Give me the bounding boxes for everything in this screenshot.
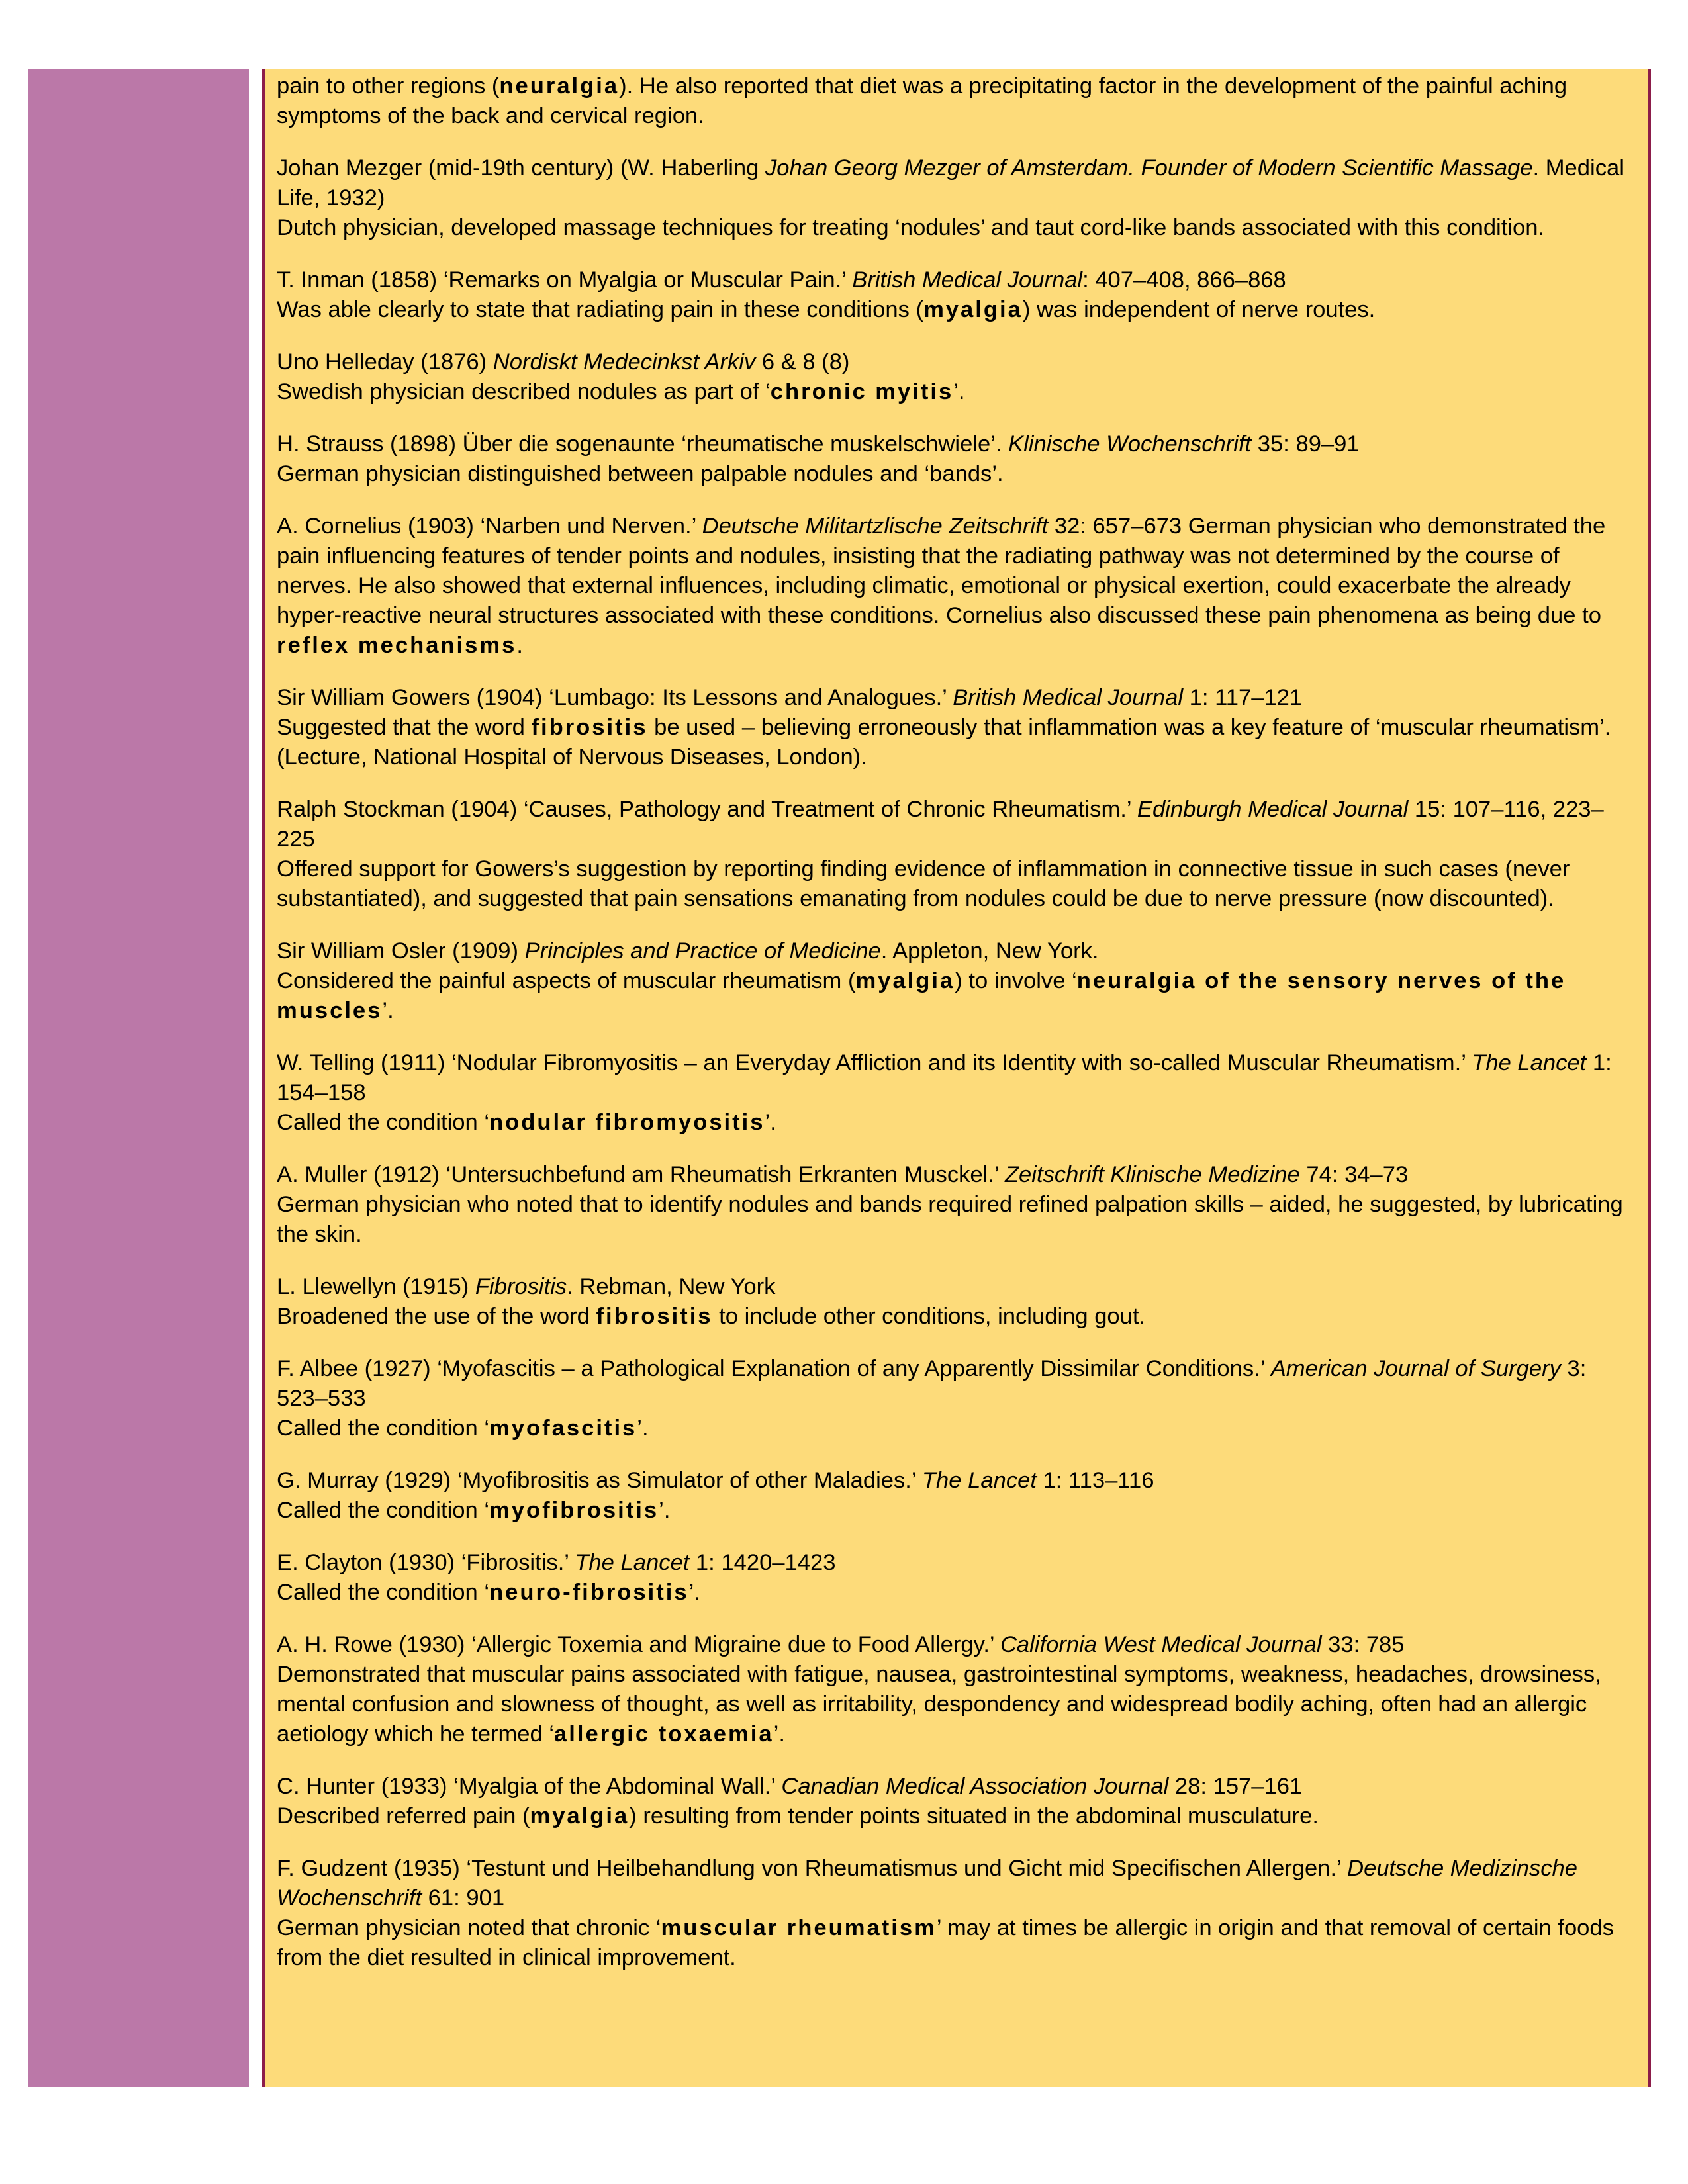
reference-entry <box>277 1630 1640 1749</box>
text-segment: 15: 107–116, 223–225 <box>277 797 1604 852</box>
text-segment: L. Llewellyn (1915) <box>277 1274 475 1299</box>
sidebar-color-band <box>28 69 249 2087</box>
reference-entry <box>277 1354 1640 1443</box>
text-segment: 1: 1420–1423 <box>689 1550 836 1575</box>
text-segment: Demonstrated that muscular pains associated with fatigue, nausea, gastrointestinal symptoms, weakness, headaches, drowsiness, mental confusion and slowness of thought, as well as irritability, despondency and widespread bodily aching, often had an allergic aetiology which he termed ‘ <box>277 1662 1601 1747</box>
text-segment: Sir William Osler (1909) <box>277 938 525 964</box>
text-segment: Called the condition ‘ <box>277 1110 490 1135</box>
publication-title: Nordiskt Medecinkst Arkiv <box>492 349 756 375</box>
text-segment: Described referred pain ( <box>277 1803 530 1829</box>
reference-description <box>277 1578 1640 1608</box>
reference-description <box>277 1414 1640 1443</box>
text-segment: T. Inman (1858) ‘Remarks on Myalgia or Muscular Pain.’ <box>277 267 853 293</box>
text-segment: . <box>516 633 523 658</box>
key-term: neuralgia of the sensory nerves of the muscles <box>277 968 1566 1023</box>
text-segment: Dutch physician, developed massage techniques for treating ‘nodules’ and taut cord-like bands associated with this condition. <box>277 215 1545 240</box>
key-term: myofibrositis <box>489 1498 659 1523</box>
reference-citation <box>277 1772 1640 1801</box>
reference-entry <box>277 795 1640 914</box>
reference-entry <box>277 71 1640 131</box>
text-segment: A. Cornelius (1903) ‘Narben und Nerven.’ <box>277 514 702 539</box>
text-segment: 1: 117–121 <box>1183 685 1303 710</box>
text-segment: A. H. Rowe (1930) ‘Allergic Toxemia and Migraine due to Food Allergy.’ <box>277 1632 1000 1657</box>
key-term: nodular fibromyositis <box>489 1110 765 1135</box>
text-segment: German physician noted that chronic ‘ <box>277 1915 661 1940</box>
reference-citation <box>277 1466 1640 1496</box>
text-segment: 33: 785 <box>1321 1632 1405 1657</box>
key-term: allergic toxaemia <box>554 1721 774 1747</box>
key-term: neuro-fibrositis <box>489 1580 689 1605</box>
reference-description <box>277 1660 1640 1749</box>
text-segment: A. Muller (1912) ‘Untersuchbefund am Rheumatish Erkranten Musckel.’ <box>277 1162 1005 1187</box>
text-segment: 32: 657–673 German physician who demonstrated the pain influencing features of tender points and nodules, insisting that the radiating pathway was not determined by the course of nerves. He also showed that external influences, including climatic, emotional or physical exertion, could exacerbate the already hyper-reactive neural structures associated with these conditions. Cornelius also discussed these pain phenomena as being due to <box>277 514 1606 628</box>
reference-list <box>277 71 1640 1995</box>
reference-entry <box>277 430 1640 489</box>
text-segment: Considered the painful aspects of muscular rheumatism ( <box>277 968 856 993</box>
text-segment: Called the condition ‘ <box>277 1498 490 1523</box>
key-term: myalgia <box>923 297 1023 322</box>
reference-description <box>277 1302 1640 1332</box>
text-segment: 3: 523–533 <box>277 1356 1587 1411</box>
reference-entry <box>277 347 1640 407</box>
text-segment: ’. <box>765 1110 776 1135</box>
reference-description <box>277 213 1640 243</box>
reference-citation <box>277 1548 1640 1578</box>
publication-title: Fibrositis <box>475 1274 567 1299</box>
text-segment: H. Strauss (1898) Über die sogenaunte ‘rheumatische muskelschwiele’. <box>277 432 1009 457</box>
reference-citation <box>277 683 1640 713</box>
text-segment: 35: 89–91 <box>1251 432 1360 457</box>
text-segment: ) was independent of nerve routes. <box>1022 297 1376 322</box>
reference-description <box>277 295 1640 325</box>
text-segment: C. Hunter (1933) ‘Myalgia of the Abdominal Wall.’ <box>277 1774 782 1799</box>
reference-description <box>277 71 1640 131</box>
text-segment: be used – believing erroneously that inflammation was a key feature of ‘muscular rheumatism’. <box>647 715 1611 740</box>
reference-description <box>277 1801 1640 1831</box>
text-segment: ’. <box>953 379 965 404</box>
text-segment: ) to involve ‘ <box>955 968 1077 993</box>
key-term: muscular rheumatism <box>661 1915 937 1940</box>
text-segment: 28: 157–161 <box>1168 1774 1303 1799</box>
text-segment: ) resulting from tender points situated in the abdominal musculature. <box>629 1803 1319 1829</box>
reference-citation <box>277 1630 1640 1660</box>
key-term: myalgia <box>530 1803 630 1829</box>
reference-entry <box>277 936 1640 1026</box>
reference-citation <box>277 1048 1640 1108</box>
publication-title: American Journal of Surgery <box>1270 1356 1561 1381</box>
reference-citation <box>277 1854 1640 1913</box>
reference-entry <box>277 1548 1640 1608</box>
reference-entry <box>277 1272 1640 1332</box>
reference-entry <box>277 1466 1640 1525</box>
text-segment: ). He also reported that diet was a precipitating factor in the development of the painful aching symptoms of the back and cervical region. <box>277 73 1568 128</box>
publication-title: The Lancet <box>1472 1050 1587 1075</box>
publication-title: Canadian Medical Association Journal <box>781 1774 1169 1799</box>
reference-entry <box>277 683 1640 772</box>
reference-description <box>277 713 1640 743</box>
reference-description <box>277 966 1640 1026</box>
reference-citation <box>277 430 1640 459</box>
reference-entry <box>277 1048 1640 1138</box>
text-segment: 1: 113–116 <box>1036 1468 1154 1493</box>
text-segment: Sir William Gowers (1904) ‘Lumbago: Its Lessons and Analogues.’ <box>277 685 953 710</box>
key-term: chronic myitis <box>770 379 954 404</box>
reference-description <box>277 1913 1640 1973</box>
publication-title: Johan Georg Mezger of Amsterdam. Founder of Modern Scientific Massage <box>765 156 1533 181</box>
text-segment: ’. <box>659 1498 671 1523</box>
reference-entry <box>277 512 1640 660</box>
text-segment: ’. <box>382 998 394 1023</box>
text-segment: ’. <box>773 1721 785 1747</box>
key-term: myalgia <box>855 968 955 993</box>
text-segment: F. Gudzent (1935) ‘Testunt und Heilbehandlung von Rheumatismus und Gicht mid Specifischen Allergen.’ <box>277 1856 1348 1881</box>
text-segment: 74: 34–73 <box>1299 1162 1409 1187</box>
text-segment: Swedish physician described nodules as part of ‘ <box>277 379 771 404</box>
publication-title: The Lancet <box>575 1550 690 1575</box>
publication-title: Deutsche Militartzlische Zeitschrift <box>702 514 1049 539</box>
text-segment: E. Clayton (1930) ‘Fibrositis.’ <box>277 1550 575 1575</box>
text-segment: F. Albee (1927) ‘Myofascitis – a Pathological Explanation of any Apparently Dissimilar Conditions.’ <box>277 1356 1271 1381</box>
text-segment: Uno Helleday (1876) <box>277 349 493 375</box>
reference-entry <box>277 1772 1640 1831</box>
reference-entry <box>277 154 1640 243</box>
reference-entry <box>277 265 1640 325</box>
publication-title: Edinburgh Medical Journal <box>1137 797 1409 822</box>
reference-citation <box>277 265 1640 295</box>
text-segment: Johan Mezger (mid-19th century) (W. Haberling <box>277 156 765 181</box>
publication-title: British Medical Journal <box>953 685 1184 710</box>
reference-entry <box>277 1854 1640 1973</box>
key-term: reflex mechanisms <box>277 633 517 658</box>
text-segment: Called the condition ‘ <box>277 1580 490 1605</box>
text-segment: pain to other regions ( <box>277 73 500 99</box>
text-segment: . Medical Life, 1932) <box>277 156 1624 210</box>
key-term: fibrositis <box>596 1304 713 1329</box>
text-segment: Broadened the use of the word <box>277 1304 596 1329</box>
text-segment: German physician who noted that to identify nodules and bands required refined palpation skills – aided, he suggested, by lubricating the skin. <box>277 1192 1623 1247</box>
text-segment: 6 & 8 (8) <box>755 349 850 375</box>
publication-title: The Lancet <box>921 1468 1037 1493</box>
text-segment: 61: 901 <box>422 1886 505 1911</box>
reference-description <box>277 1496 1640 1525</box>
reference-citation <box>277 1272 1640 1302</box>
text-segment: Offered support for Gowers’s suggestion by reporting finding evidence of inflammation in connective tissue in such cases (never substantiated), and suggested that pain sensations emanating from nodules could be due to nerve pressure (now discounted). <box>277 856 1570 911</box>
reference-description <box>277 1190 1640 1250</box>
reference-note <box>277 743 1640 772</box>
publication-title: Zeitschrift Klinische Medizine <box>1004 1162 1300 1187</box>
key-term: myofascitis <box>489 1416 637 1441</box>
text-segment: Was able clearly to state that radiating pain in these conditions ( <box>277 297 924 322</box>
text-segment: ’ may at times be allergic in origin and that removal of certain foods from the diet resulted in clinical improvement. <box>277 1915 1614 1970</box>
publication-title: British Medical Journal <box>852 267 1083 293</box>
reference-entry <box>277 1160 1640 1250</box>
text-segment: . Appleton, New York. <box>880 938 1099 964</box>
text-segment: (Lecture, National Hospital of Nervous Diseases, London). <box>277 745 867 770</box>
reference-description <box>277 377 1640 407</box>
text-segment: to include other conditions, including gout. <box>712 1304 1146 1329</box>
reference-citation <box>277 795 1640 854</box>
reference-citation <box>277 1160 1640 1190</box>
reference-citation <box>277 347 1640 377</box>
text-segment: ’. <box>688 1580 700 1605</box>
reference-citation <box>277 154 1640 213</box>
text-segment: ’. <box>637 1416 649 1441</box>
publication-title: Principles and Practice of Medicine <box>524 938 881 964</box>
text-segment: G. Murray (1929) ‘Myofibrositis as Simulator of other Maladies.’ <box>277 1468 922 1493</box>
key-term: neuralgia <box>499 73 620 99</box>
reference-description <box>277 854 1640 914</box>
text-segment: : 407–408, 866–868 <box>1082 267 1286 293</box>
key-term: fibrositis <box>531 715 648 740</box>
publication-title: Deutsche Medizinsche Wochenschrift <box>277 1856 1577 1911</box>
reference-description <box>277 1108 1640 1138</box>
reference-citation <box>277 512 1640 660</box>
reference-description <box>277 459 1640 489</box>
text-segment: German physician distinguished between palpable nodules and ‘bands’. <box>277 461 1004 486</box>
reference-citation <box>277 936 1640 966</box>
reference-citation <box>277 1354 1640 1414</box>
publication-title: California West Medical Journal <box>1000 1632 1322 1657</box>
text-segment: Suggested that the word <box>277 715 532 740</box>
text-segment: . Rebman, New York <box>567 1274 776 1299</box>
text-segment: Ralph Stockman (1904) ‘Causes, Pathology and Treatment of Chronic Rheumatism.’ <box>277 797 1137 822</box>
text-segment: Called the condition ‘ <box>277 1416 490 1441</box>
text-segment: 1: 154–158 <box>277 1050 1612 1105</box>
publication-title: Klinische Wochenschrift <box>1008 432 1252 457</box>
text-segment: W. Telling (1911) ‘Nodular Fibromyositis – an Everyday Affliction and its Identity with so-called Muscular Rheumatism.’ <box>277 1050 1472 1075</box>
